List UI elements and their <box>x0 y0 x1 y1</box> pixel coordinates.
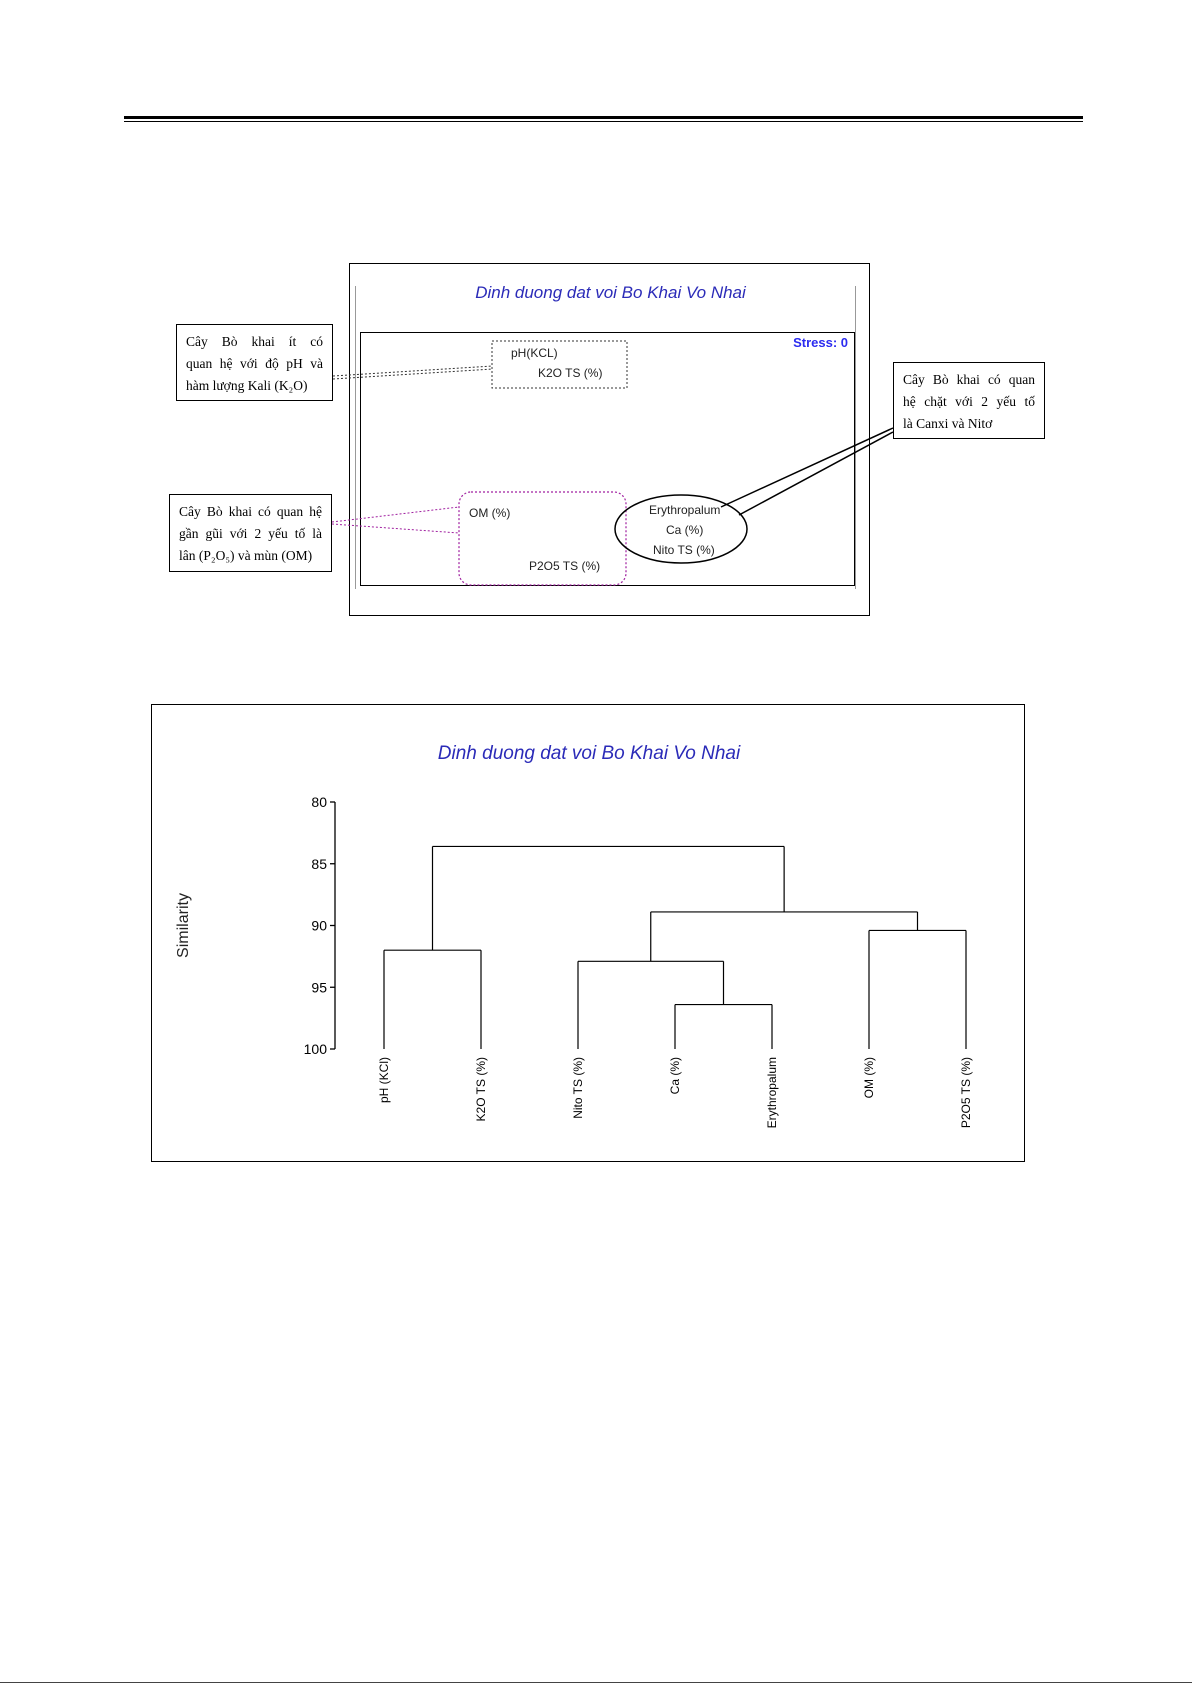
y-tick-label: 80 <box>311 794 327 810</box>
y-tick-label: 95 <box>311 979 327 996</box>
mds-right-frame-line <box>855 286 856 589</box>
mds-point-label: K2O TS (%) <box>538 366 603 380</box>
callout-line: Cây Bò khai có quan <box>903 372 1035 387</box>
y-tick-label: 85 <box>311 855 327 872</box>
y-axis-label: Similarity <box>175 893 192 958</box>
leaf-label: K2O TS (%) <box>474 1057 488 1122</box>
callout-line: quan hệ với độ pH và <box>186 356 323 371</box>
callout-p-om <box>169 494 332 572</box>
mds-point-label: pH(KCL) <box>511 346 558 360</box>
leaf-label: Ca (%) <box>668 1057 682 1095</box>
callout-line: hệ chặt với 2 yếu tố <box>903 394 1035 409</box>
mds-chart-title: Dinh duong dat voi Bo Khai Vo Nhai <box>475 283 746 302</box>
leaf-label: OM (%) <box>862 1057 876 1099</box>
dendrogram-title: Dinh duong dat voi Bo Khai Vo Nhai <box>437 743 741 764</box>
dendrogram-chart-panel <box>151 704 1025 1162</box>
mds-point-label: OM (%) <box>469 506 511 520</box>
callout-ca-n <box>893 362 1045 439</box>
leaf-label: P2O5 TS (%) <box>959 1057 973 1129</box>
footer-rule <box>0 1682 1192 1683</box>
mds-left-frame-line <box>355 286 356 589</box>
callout-line: Cây Bò khai ít có <box>186 334 323 349</box>
mds-plot-area <box>360 332 855 586</box>
mds-point-label: P2O5 TS (%) <box>529 559 601 573</box>
header-rule-thin <box>124 121 1083 122</box>
y-tick-label: 100 <box>303 1041 327 1057</box>
mds-point-label: Ca (%) <box>666 523 704 537</box>
mds-chart-panel <box>349 263 870 616</box>
dendrogram-svg <box>152 705 1026 1163</box>
mds-point-label: Nito TS (%) <box>653 543 715 557</box>
y-tick-label: 90 <box>311 917 327 934</box>
callout-line: là Canxi và Nitơ <box>903 416 993 431</box>
callout-line: Cây Bò khai có quan hệ <box>179 504 322 519</box>
leaf-label: pH (KCl) <box>377 1057 391 1104</box>
stress-label: Stress: 0 <box>793 335 848 350</box>
callout-line: lân (P₂O₅) và mùn (OM) <box>179 548 313 563</box>
leaf-label: Nito TS (%) <box>571 1057 585 1119</box>
leaf-label: Erythropalum <box>765 1057 779 1129</box>
callout-ph-k2o <box>176 324 333 401</box>
callout-line: hàm lượng Kali (K₂O) <box>186 378 308 393</box>
callout-line: gần gũi với 2 yếu tố là <box>179 526 322 541</box>
mds-point-label: Erythropalum <box>649 503 721 517</box>
header-rule <box>124 116 1083 119</box>
